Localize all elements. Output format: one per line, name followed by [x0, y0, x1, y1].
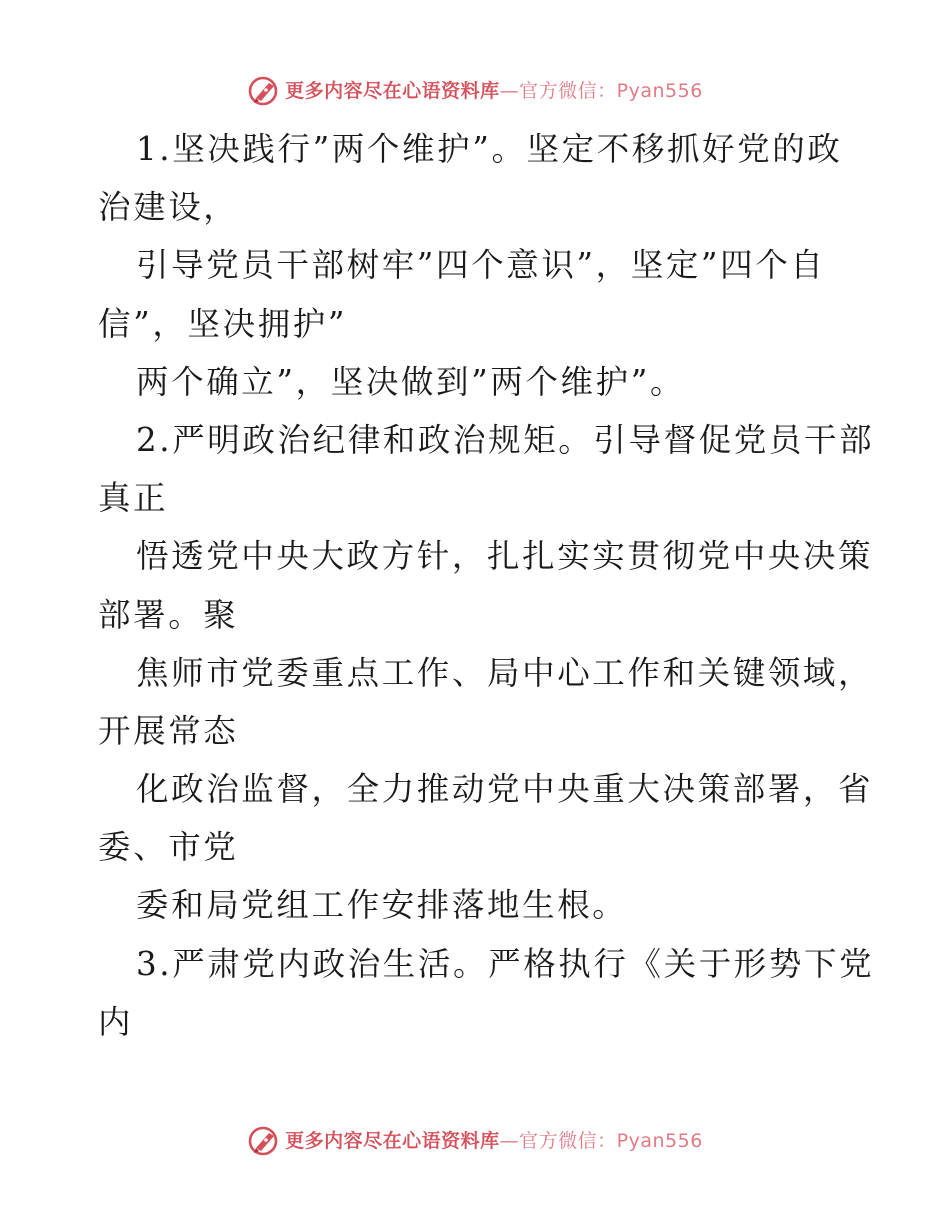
- banner-wechat-text: —官方微信：Pyan556: [499, 79, 703, 102]
- text-line: 委和局党组工作安排落地生根。: [136, 886, 628, 925]
- banner-brand-text: 更多内容尽在心语资料库: [285, 79, 500, 102]
- pen-nib-logo-icon: [247, 74, 281, 108]
- text-line: 信”，坚决拥护”: [98, 304, 348, 343]
- banner-brand-text: 更多内容尽在心语资料库: [285, 1129, 500, 1152]
- header-banner: [0, 71, 950, 111]
- document-body: [98, 120, 875, 1051]
- text-line: 治建设，: [98, 188, 239, 227]
- text-line: 1.坚决践行”两个维护”。坚定不移抓好党的政: [136, 130, 843, 168]
- text-line: 真正: [98, 479, 169, 518]
- text-line: 2.严明政治纪律和政治规矩。引导督促党员干部: [136, 420, 875, 459]
- text-line: 两个确立”，坚决做到”两个维护”。: [136, 362, 686, 401]
- pen-nib-logo-icon: [247, 1124, 281, 1158]
- text-line: 部署。聚: [98, 595, 239, 634]
- text-line: 化政治监督，全力推动党中央重大决策部署，省: [136, 770, 874, 809]
- text-line: 开展常态: [98, 711, 239, 750]
- banner-wechat-text: —官方微信：Pyan556: [499, 1129, 703, 1152]
- text-line: 委、市党: [98, 828, 239, 867]
- text-line: 焦师市党委重点工作、局中心工作和关键领域，: [136, 653, 874, 692]
- text-line: 3.严肃党内政治生活。严格执行《关于形势下党: [136, 944, 875, 983]
- text-line: 悟透党中央大政方针，扎扎实实贯彻党中央决策: [136, 537, 874, 576]
- text-line: 引导党员干部树牢”四个意识”，坚定”四个自: [136, 246, 826, 285]
- text-line: 内: [98, 1002, 134, 1041]
- footer-banner: [0, 1121, 950, 1161]
